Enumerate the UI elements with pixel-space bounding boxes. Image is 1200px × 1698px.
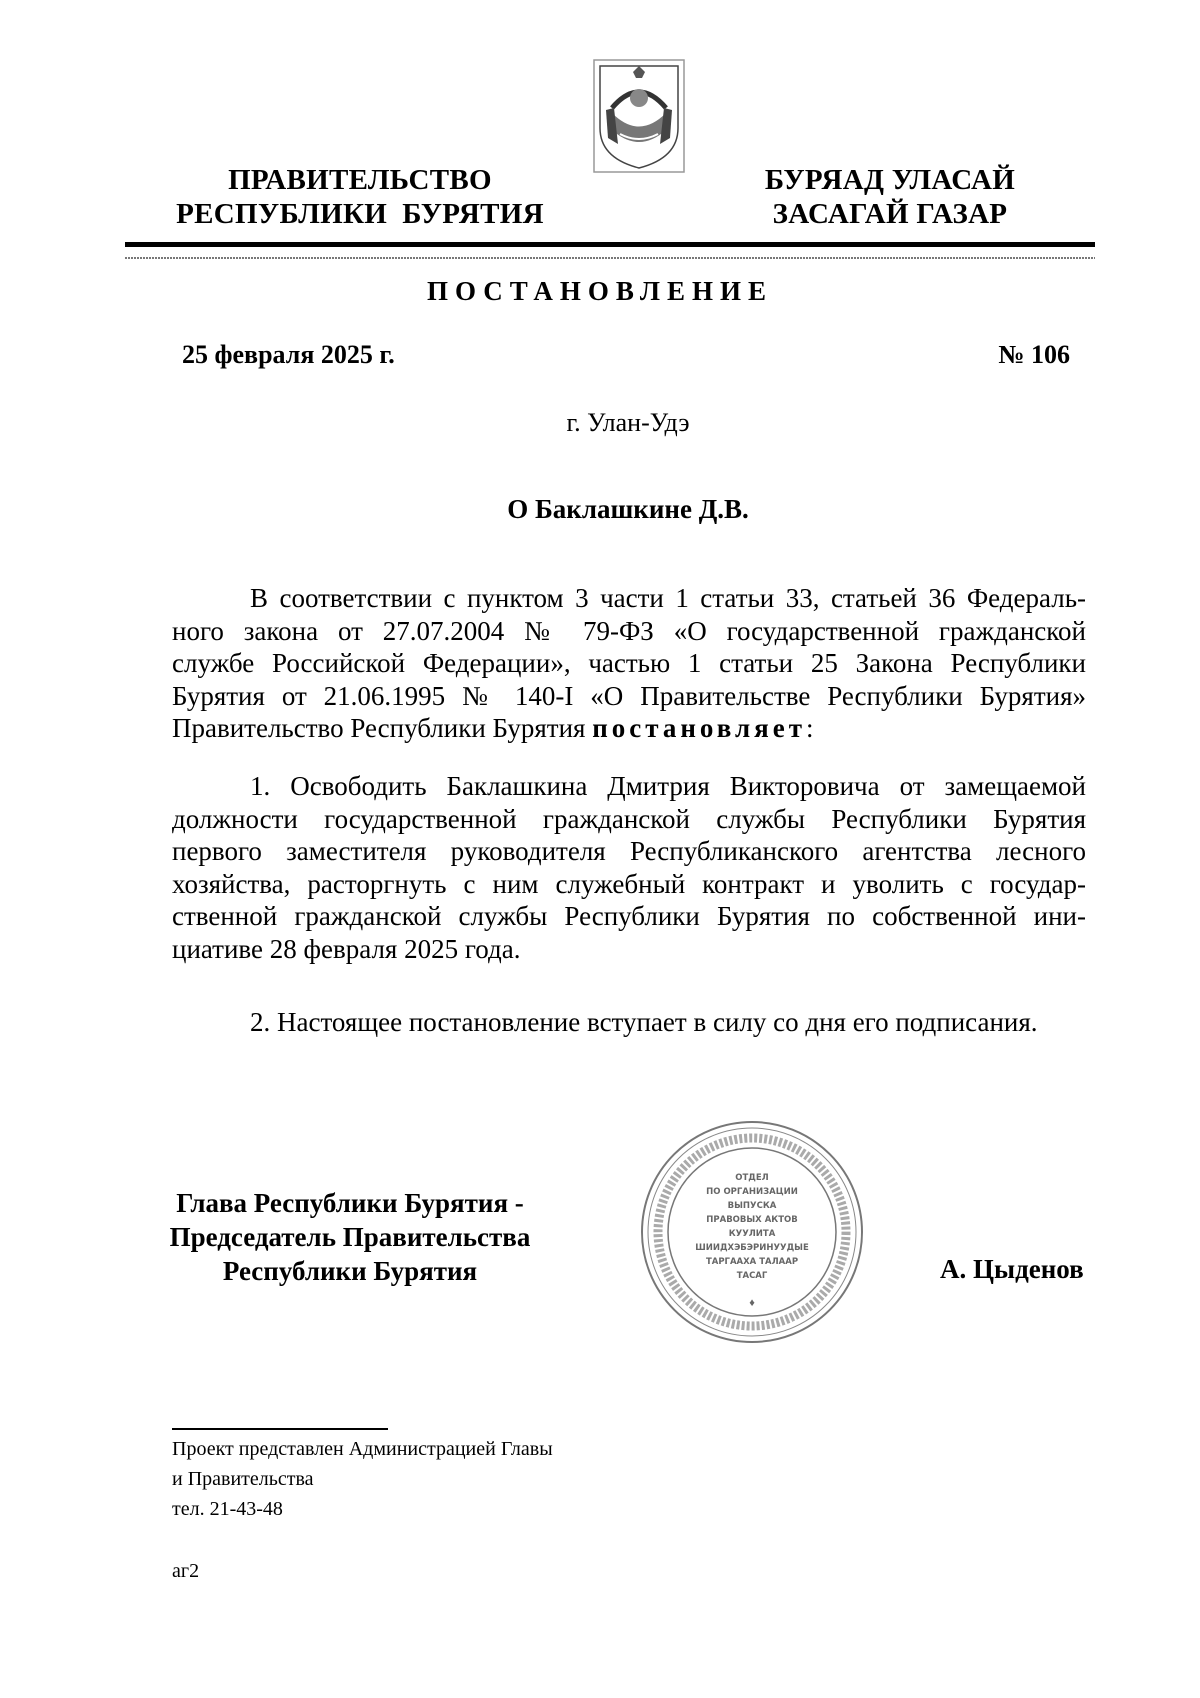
resolution-suffix: : [805,713,814,743]
text-line: первого заместителя руководителя Республиканского агентства лесного [172,836,1086,866]
resolution-keyword: постановляет [592,713,806,743]
svg-text:ВЫПУСКА: ВЫПУСКА [727,1201,777,1211]
text-line: 1. Освободить Баклашкина Дмитрия Викторовича от замещаемой [250,771,1086,801]
svg-text:ОТДЕЛ: ОТДЕЛ [735,1173,769,1183]
document-type: ПОСТАНОВЛЕНИЕ [426,276,774,306]
text-line: хозяйства, расторгнуть с ним служебный контракт и уволить с государ- [172,868,1086,899]
signatory-title [150,1186,550,1288]
header-left-block [170,163,550,231]
document-code: аг2 [172,1560,200,1582]
signatory-title-line1: Глава Республики Бурятия - [176,1188,524,1218]
document-number: № 106 [998,340,1070,369]
text-line: должности государственной гражданской службы Республики Бурятия [172,803,1086,834]
footnote-line1: Проект представлен Администрацией Главы [172,1438,553,1460]
official-stamp-icon [638,1118,866,1346]
header-left-line2: РЕСПУБЛИКИ БУРЯТИЯ [176,198,544,230]
text-line [172,712,1086,745]
header-right-block [745,163,1035,231]
resolution-prefix: Правительство Республики Бурятия [172,713,593,743]
signer-name: А. Цыденов [940,1254,1084,1284]
svg-text:ПО ОРГАНИЗАЦИИ: ПО ОРГАНИЗАЦИИ [706,1187,798,1197]
footnote-line2: и Правительства [172,1468,314,1490]
svg-text:ПРАВОВЫХ АКТОВ: ПРАВОВЫХ АКТОВ [706,1215,798,1225]
header-right-line2: ЗАСАГАЙ ГАЗАР [772,198,1008,230]
footnote-phone: тел. 21-43-48 [172,1498,283,1520]
text-line: Бурятия от 21.06.1995 № 140-I «О Правительстве Республики Бурятия» [172,680,1086,711]
text-line: циативе 28 февраля 2025 года. [172,933,521,964]
clause-1-paragraph [172,770,1086,965]
signatory-title-line2: Председатель Правительства [169,1222,531,1252]
footnote-rule [172,1428,388,1430]
text-line: В соответствии с пунктом 3 части 1 статьи 33, статьей 36 Федераль- [250,583,1086,613]
document-subject: О Баклашкине Д.В. [507,494,749,524]
header-thin-rule [125,257,1095,259]
signatory-title-line3: Республики Бурятия [222,1256,478,1286]
clause-2-paragraph [172,1006,1086,1039]
header-right-line1: БУРЯАД УЛАСАЙ [764,164,1016,196]
text-line: службе Российской Федерации», частью 1 статьи 25 Закона Республики [172,648,1086,678]
header-left-line1: ПРАВИТЕЛЬСТВО [228,164,492,196]
coat-of-arms-icon [592,58,686,174]
document-date: 25 февраля 2025 г. [182,340,395,369]
svg-text:ТАСАГ: ТАСАГ [736,1271,768,1281]
text-line: ственной гражданской службы Республики Бурятия по собственной ини- [172,901,1086,931]
text-line: ного закона от 27.07.2004 № 79-ФЗ «О государственной гражданской [172,615,1086,646]
document-city: г. Улан-Удэ [566,408,690,437]
text-line: 2. Настоящее постановление вступает в силу со дня его подписания. [250,1007,1038,1037]
svg-text:ТАРГААХА ТАЛААР: ТАРГААХА ТАЛААР [705,1257,799,1267]
preamble-paragraph [172,582,1086,745]
header-thick-rule [125,242,1095,247]
svg-text:♦: ♦ [749,1297,755,1309]
svg-text:КУУЛИТА: КУУЛИТА [728,1229,776,1239]
svg-text:ШИИДХЭБЭРИНУУДЫЕ: ШИИДХЭБЭРИНУУДЫЕ [695,1243,809,1253]
